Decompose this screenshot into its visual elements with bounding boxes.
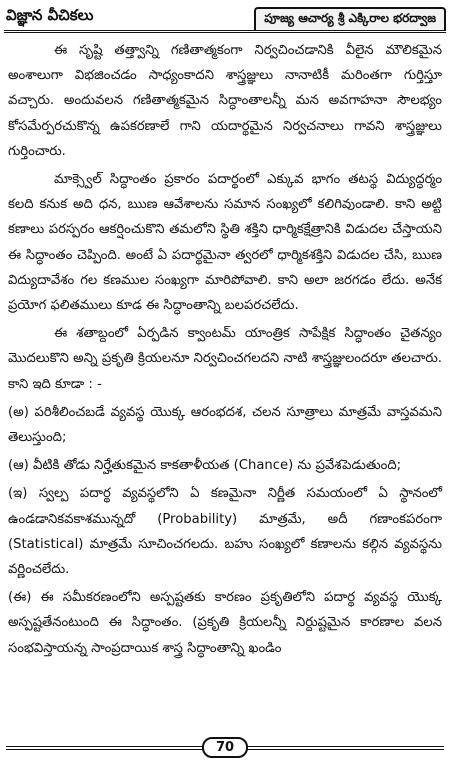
book-title: విజ్ఞాన వీచికలు xyxy=(6,6,94,24)
author-name: పూజ్య ఆచార్య శ్రీ ఎక్కిరాల భరద్వాజ xyxy=(254,7,446,30)
page-footer xyxy=(0,736,450,758)
page-number: 70 xyxy=(202,737,248,758)
list-item-ii: (ఈ) ఈ సమీకరణంలోని అస్పష్టతకు కారణం ప్రకృతిలోని పదార్థ వ్యవస్థ యొక్క అస్పష్టతేనంటుంది ఈ సిద్ధాంతం. (ప్రకృతి క్రియలన్నీ నిర్దుష్టమైన కారణాల వలన సంభవిస్తాయన్న సాంప్రదాయిక శాస్త్ర సిద్ధాంతాన్ని ఖండిం xyxy=(8,590,442,656)
running-header xyxy=(4,4,446,33)
page-body xyxy=(8,38,442,664)
list-item-a: (అ) పరిశీలించబడే వ్యవస్థ యొక్క ఆరంభదశ, చలన సూత్రాలు మాత్రమే వాస్తవమని తెలుస్తుంది; xyxy=(8,404,442,446)
list-item-aa: (ఆ) వీటికి తోడు నిర్హేతుకమైన కాకతాళీయత (Chance) ను ప్రవేశపెడుతుంది; xyxy=(8,458,402,474)
list-item-i: (ఇ) స్వల్ప పదార్థ వ్యవస్థలోని ఏ కణమైనా నిర్ణీత సమయంలో ఏ స్థానంలో ఉండడానికవకాశమున్నదో (Probability) మాత్రమే, అదీ గణాంకపరంగా (Statistical) మాత్రమే సూచించగలదు. బహు సంఖ్యలో కణాలను కల్గిన వ్యవస్థను వర్ణించలేదు. xyxy=(8,486,442,578)
paragraph-1: ఈ సృష్టి తత్త్వాన్ని గణితాత్మకంగా నిర్వచించడానికి వీలైన మౌలికమైన అంశాలుగా విభజించడం సాధ్యంకాదని శాస్త్రజ్ఞులు నానాటికీ మరింతగా గుర్తిస్తూ వచ్చారు. అందువలన గణితాత్మకమైన సిద్ధాంతాలన్నీ మన అవగాహనా సౌలభ్యం కోసమేర్పరచుకొన్న ఉపకరణాలే గాని యదార్థమైన నిర్వచనాలు గావని శాస్త్రజ్ఞులు గుర్తించారు. xyxy=(8,43,442,159)
paragraph-3: ఈ శతాబ్దంలో ఏర్పడిన క్వాంటమ్ యాంత్రిక సాపేక్షిక సిద్ధాంతం చైతన్యం మొదలుకొని అన్ని ప్రకృతి క్రియలనూ నిర్వచించగలదని నాటి శాస్త్రజ్ఞులందరూ తలచారు. కాని ఇది కూడా : - xyxy=(8,326,442,392)
paragraph-2: మాక్స్వెల్ సిద్ధాంతం ప్రకారం పదార్థంలో ఎక్కువ భాగం తటస్థ విద్యుద్ధర్మం కలది కనుక అది ధన, ఋణ ఆవేశాలను సమాన సంఖ్యలో కలిగివుండాలి. కాని అట్టి కణాలు పరస్పరం ఆకర్షించుకొని తమలోని స్థితి శక్తిని ధార్మికక్షేత్రానికి విడుదల చేస్తాయని ఈ సిద్ధాంతం చెప్పింది. అంటే ఏ పదార్థమైనా త్వరలో ధార్మికశక్తిని విడుదల చేసి, ఋణ విద్యుదావేశం గల కణముల సంఖ్యగా మారిపోవాలి. కాని అలా జరగడం లేదు. అనేక ప్రయోగ ఫలితములు కూడ ఈ సిద్ధాంతాన్ని బలపరచలేదు. xyxy=(8,172,442,314)
